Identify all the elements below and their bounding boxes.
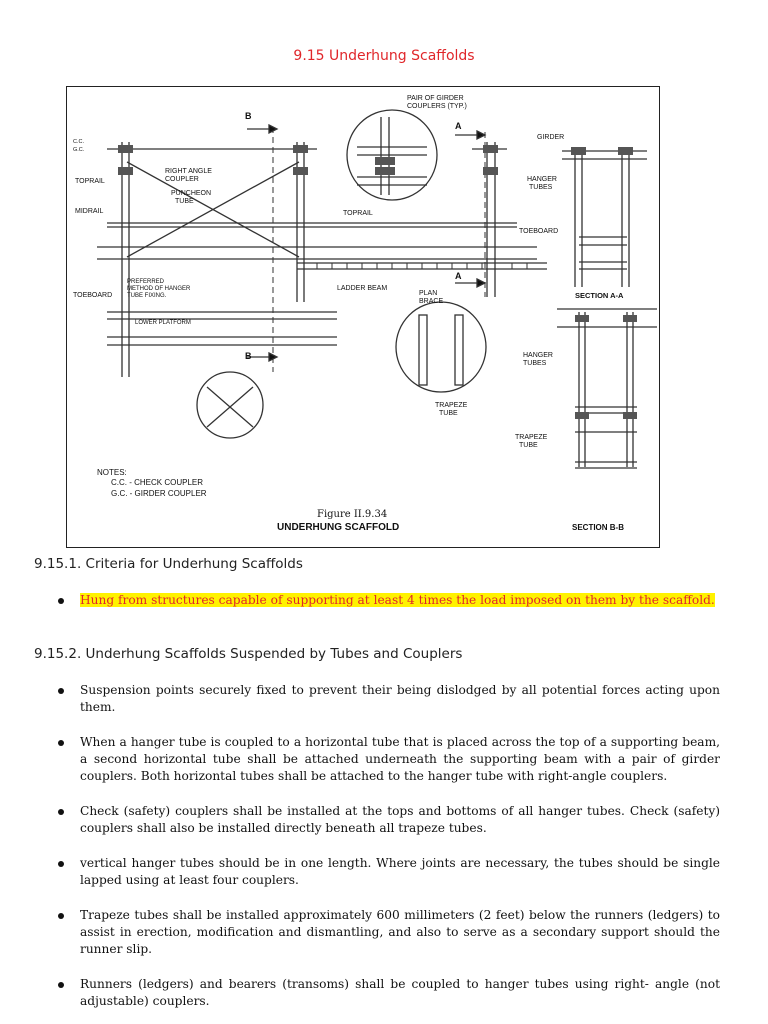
- section-b-bottom-label: B: [245, 351, 252, 361]
- toeboard-right-label: TOEBOARD: [519, 228, 559, 235]
- plan-label: PLAN: [419, 290, 438, 297]
- note-check-coupler: C.C. - CHECK COUPLER: [111, 478, 204, 487]
- toeboard-left-label: TOEBOARD: [73, 292, 113, 299]
- note-girder-coupler: G.C. - GIRDER COUPLER: [111, 489, 207, 498]
- hanger-tubes-1-sub-label: TUBES: [529, 184, 553, 191]
- section-1-list: [58, 592, 720, 609]
- trapeze-tube-1-sub-label: TUBE: [439, 410, 458, 417]
- section-aa-label: SECTION A-A: [575, 291, 624, 300]
- bullet-icon: [58, 809, 64, 815]
- list-item: [58, 734, 720, 785]
- list-item-text: vertical hanger tubes should be in one length. Where joints are necessary, the tubes should be single lapped using at least four couplers.: [80, 856, 720, 887]
- list-item-text: Check (safety) couplers shall be installed at the tops and bottoms of all hanger tubes. Check (safety) couplers shall also be installed directly beneath all trapeze tubes.: [80, 804, 720, 835]
- toprail-mid-label: TOPRAIL: [343, 210, 373, 217]
- preferred-label-3: TUBE FIXING.: [127, 293, 167, 299]
- midrail-label: MIDRAIL: [75, 208, 104, 215]
- notes-label: NOTES:: [97, 468, 127, 477]
- tube-label: TUBE: [175, 198, 194, 205]
- section-a-mid-label: A: [455, 271, 462, 281]
- lower-platform-label: LOWER PLATFORM: [135, 320, 191, 326]
- trapeze-tube-1-label: TRAPEZE: [435, 402, 468, 409]
- section-1-heading: 9.15.1. Criteria for Underhung Scaffolds: [34, 556, 303, 572]
- list-item-text: Trapeze tubes shall be installed approximately 600 millimeters (2 feet) below the runners (ledgers) to assist in erection, modification and dismantling, and also to serve as a secondary support should the runner slip.: [80, 908, 720, 956]
- section-bb-label: SECTION B-B: [572, 523, 624, 532]
- right-angle-label: RIGHT ANGLE: [165, 168, 212, 175]
- highlighted-text: Hung from structures capable of supporting at least 4 times the load imposed on them by the scaffold.: [80, 593, 715, 607]
- list-item-text: When a hanger tube is coupled to a horizontal tube that is placed across the top of a supporting beam, a second horizontal tube shall be attached underneath the supporting beam with a pair of girder couplers. Both horizontal tubes shall be attached to the hanger tube with right-angle couplers.: [80, 735, 720, 783]
- pair-girder-label: PAIR OF GIRDER: [407, 95, 464, 102]
- bullet-icon: [58, 740, 64, 746]
- section-2-list: [58, 682, 720, 1010]
- coupler-label: COUPLER: [165, 176, 199, 183]
- gc-label: G.C.: [73, 147, 85, 153]
- bullet-icon: [58, 861, 64, 867]
- section-b-top-label: B: [245, 111, 252, 121]
- figure-underhung-scaffold: [66, 86, 660, 548]
- page-title: 9.15 Underhung Scaffolds: [293, 48, 475, 64]
- bullet-icon: [58, 913, 64, 919]
- girder-label: GIRDER: [537, 134, 565, 141]
- list-item-text: Suspension points securely fixed to prevent their being dislodged by all potential forces acting upon them.: [80, 683, 720, 714]
- scaffold-drawing: [67, 87, 661, 549]
- hanger-tubes-1-label: HANGER: [527, 176, 557, 183]
- list-item: [58, 976, 720, 1010]
- hanger-tubes-2-sub-label: TUBES: [523, 360, 547, 367]
- bullet-icon: [58, 982, 64, 988]
- ladder-beam-label: LADDER BEAM: [337, 285, 388, 292]
- section-2-heading: 9.15.2. Underhung Scaffolds Suspended by Tubes and Couplers: [34, 646, 463, 662]
- toprail-left-label: TOPRAIL: [75, 178, 105, 185]
- list-item: [58, 855, 720, 889]
- list-item: [58, 803, 720, 837]
- trapeze-tube-2-sub-label: TUBE: [519, 442, 538, 449]
- puncheon-label: PUNCHEON: [171, 190, 212, 197]
- bullet-icon: [58, 688, 64, 694]
- list-item-text: Runners (ledgers) and bearers (transoms) shall be coupled to hanger tubes using right- angle (not adjustable) couplers.: [80, 977, 720, 1008]
- bullet-icon: [58, 598, 64, 604]
- list-item: [58, 682, 720, 716]
- section-a-top-label: A: [455, 121, 462, 131]
- brace-label: BRACE: [419, 298, 444, 305]
- hanger-tubes-2-label: HANGER: [523, 352, 553, 359]
- figure-name: UNDERHUNG SCAFFOLD: [277, 522, 400, 533]
- cc-label: C.C.: [73, 139, 84, 145]
- couplers-typ-label: COUPLERS (TYP.): [407, 103, 467, 110]
- trapeze-tube-2-label: TRAPEZE: [515, 434, 548, 441]
- figure-caption: Figure II.9.34: [317, 509, 388, 520]
- preferred-label-1: PREFERRED: [127, 279, 165, 285]
- preferred-label-2: METHOD OF HANGER: [127, 286, 191, 292]
- list-item: [58, 592, 720, 609]
- list-item: [58, 907, 720, 958]
